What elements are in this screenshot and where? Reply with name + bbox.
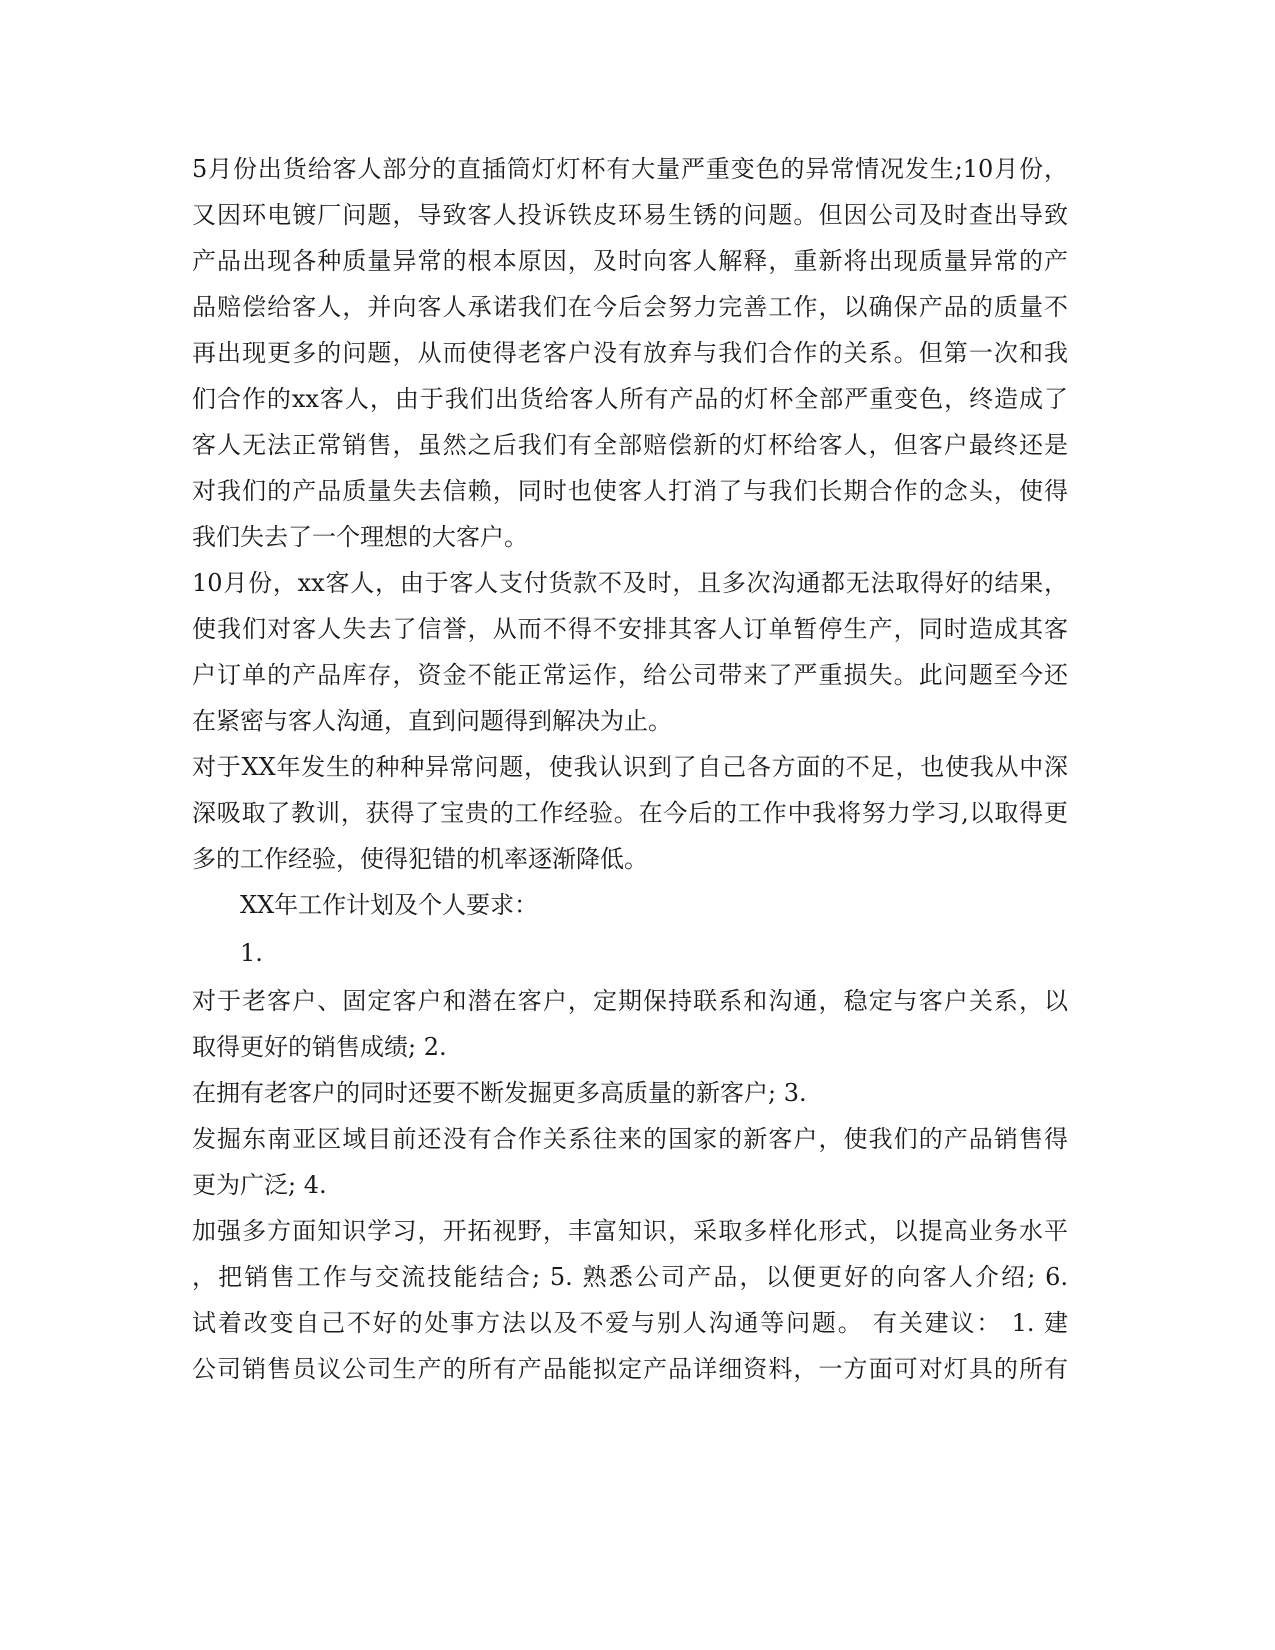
section-heading: XX年工作计划及个人要求： xyxy=(240,891,539,919)
text-line: 对于老客户、固定客户和潜在客户，定期保持联系和沟通，稳定与客户关系，以 xyxy=(192,987,1068,1015)
text-line: 户订单的产品库存，资金不能正常运作，给公司带来了严重损失。此问题至今还 xyxy=(192,661,1068,689)
text-line: 我们失去了一个理想的大客户。 xyxy=(192,523,528,551)
text-line: 再出现更多的问题，从而使得老客户没有放弃与我们合作的关系。但第一次和我 xyxy=(192,339,1068,367)
text-line: 对于XX年发生的种种异常问题，使我认识到了自己各方面的不足，也使我从中深 xyxy=(192,753,1068,781)
text-line: 产品出现各种质量异常的根本原因，及时向客人解释，重新将出现质量异常的产 xyxy=(192,247,1068,275)
text-line: 更为广泛; 4. xyxy=(192,1171,327,1199)
list-number: 1. xyxy=(240,939,263,967)
text-line: 使我们对客人失去了信誉，从而不得不安排其客人订单暂停生产，同时造成其客 xyxy=(192,615,1068,643)
text-line: 取得更好的销售成绩; 2. xyxy=(192,1033,447,1061)
text-line: 公司销售员议公司生产的所有产品能拟定产品详细资料，一方面可对灯具的所有 xyxy=(192,1355,1068,1383)
text-line: 多的工作经验，使得犯错的机率逐渐降低。 xyxy=(192,845,648,873)
text-line: 发掘东南亚区域目前还没有合作关系往来的国家的新客户，使我们的产品销售得 xyxy=(192,1125,1068,1153)
text-line: 对我们的产品质量失去信赖，同时也使客人打消了与我们长期合作的念头，使得 xyxy=(192,477,1068,505)
text-line: 5月份出货给客人部分的直插筒灯灯杯有大量严重变色的异常情况发生;10月份， xyxy=(192,155,1068,183)
text-line: 在拥有老客户的同时还要不断发掘更多高质量的新客户; 3. xyxy=(192,1079,807,1107)
text-line: 深吸取了教训，获得了宝贵的工作经验。在今后的工作中我将努力学习,以取得更 xyxy=(192,799,1068,827)
text-line: 在紧密与客人沟通，直到问题得到解决为止。 xyxy=(192,707,672,735)
text-line: 加强多方面知识学习，开拓视野，丰富知识，采取多样化形式，以提高业务水平 xyxy=(192,1217,1068,1245)
text-line: 又因环电镀厂问题，导致客人投诉铁皮环易生锈的问题。但因公司及时查出导致 xyxy=(192,201,1068,229)
text-line: ，把销售工作与交流技能结合; 5. 熟悉公司产品，以便更好的向客人介绍; 6. xyxy=(192,1263,1068,1291)
text-line: 试着改变自己不好的处事方法以及不爱与别人沟通等问题。 有关建议： 1. 建 xyxy=(192,1309,1068,1337)
text-line: 们合作的xx客人，由于我们出货给客人所有产品的灯杯全部严重变色，终造成了 xyxy=(192,385,1068,413)
text-line: 10月份，xx客人，由于客人支付货款不及时，且多次沟通都无法取得好的结果， xyxy=(192,569,1068,597)
text-line: 品赔偿给客人，并向客人承诺我们在今后会努力完善工作，以确保产品的质量不 xyxy=(192,293,1068,321)
text-line: 客人无法正常销售，虽然之后我们有全部赔偿新的灯杯给客人，但客户最终还是 xyxy=(192,431,1068,459)
